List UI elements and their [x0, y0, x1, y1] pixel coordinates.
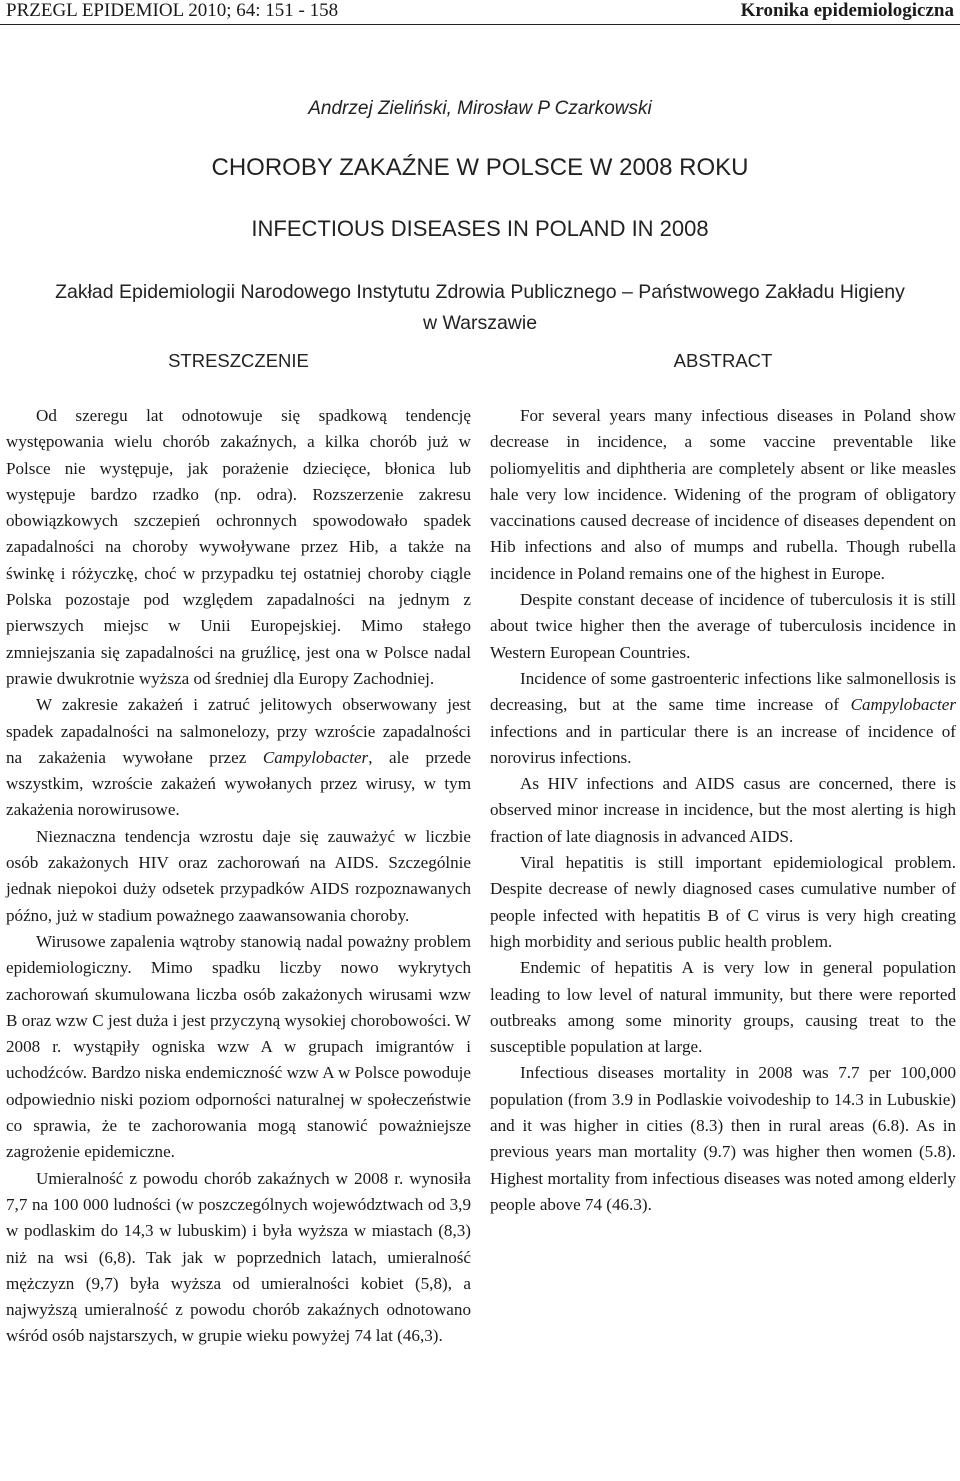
authors: Andrzej Zieliński, Mirosław P Czarkowski	[308, 98, 652, 119]
affiliation-line-2: w Warszawie	[422, 312, 538, 334]
running-header	[0, 0, 960, 25]
streszczenie-paragraph: Wirusowe zapalenia wątroby stanowią nadal poważny problem epidemiologiczny. Mimo spadku liczby nowo wykrytych zachorowań skumulowana liczba osób zakażonych wirusami wzw B oraz wzw C jest duża i jest przyczyną wysokiej chorobowości. W 2008 r. wystąpiły ogniska wzw A w grupach imigrantów i uchodźców. Bardzo niska endemiczność wzw A w Polsce powoduje odpowiednio niski poziom odporności naturalnej w społeczeństwie co sprawia, że te zachorowania mogą stanowić poważniejsze zagrożenie epidemiczne.	[6, 931, 471, 1162]
title-english: INFECTIOUS DISEASES IN POLAND IN 2008	[251, 216, 709, 241]
section-name: Kronika epidemiologiczna	[740, 0, 954, 21]
abstract-paragraph: Despite constant decease of incidence of tuberculosis it is still about twice higher then the average of tuberculosis incidence in Western European Countries.	[490, 590, 956, 662]
abstract-heading: ABSTRACT	[673, 350, 773, 371]
genus-name: Campylobacter	[850, 695, 956, 715]
abstract-paragraph: As HIV infections and AIDS casus are concerned, there is observed minor increase in incidence, but the most alerting is high fraction of late diagnosis in advanced AIDS.	[490, 774, 956, 846]
streszczenie-paragraph: Nieznaczna tendencja wzrostu daje się zauważyć w liczbie osób zakażonych HIV oraz zachorowań na AIDS. Szczególnie jednak niepokoi duży odsetek przypadków AIDS rozpoznawanych późno, już w stadium poważnego zaawansowania choroby.	[6, 826, 471, 925]
abstract-body	[490, 403, 956, 1218]
abstract-paragraph: For several years many infectious diseases in Poland show decrease in incidence, a some vaccine preventable like poliomyelitis and diphtheria are completely absent or like measles hale very low incidence. Widening of the program of obligatory vaccinations caused decrease of incidence of diseases dependent on Hib infections and also of mumps and rubella. Though rubella incidence in Poland remains one of the highest in Europe.	[490, 406, 956, 583]
abstract-paragraph: Incidence of some gastroenteric infections like salmonellosis is decreasing, but at the same time increase of Campylobacter infections and in particular there is an increase of incidence of norovirus infections.	[490, 668, 956, 767]
affiliation	[0, 277, 960, 339]
abstract-paragraph: Endemic of hepatitis A is very low in general population leading to low level of natural immunity, but there were reported outbreaks among some minority groups, causing treat to the susceptible population at large.	[490, 958, 956, 1057]
streszczenie-body	[6, 403, 471, 1350]
streszczenie-paragraph: Umieralność z powodu chorób zakaźnych w 2008 r. wynosiła 7,7 na 100 000 ludności (w poszczególnych województwach od 3,9 w podlaskim do 14,3 w lubuskim) i była wyższa w miastach (8,3) niż na wsi (6,8). Tak jak w poprzednich latach, umieralność mężczyzn (9,7) była wyższa od umieralności kobiet (5,8), a najwyższą umieralność z powodu chorób zakaźnych odnotowano wśród osób najstarszych, w grupie wieku powyżej 74 lat (46,3).	[6, 1168, 471, 1346]
affiliation-line-1: Zakład Epidemiologii Narodowego Instytutu Zdrowia Publicznego – Państwowego Zakładu Higieny	[55, 281, 905, 303]
streszczenie-heading: STRESZCZENIE	[168, 350, 309, 371]
journal-citation: PRZEGL EPIDEMIOL 2010; 64: 151 - 158	[6, 0, 339, 21]
genus-name: Campylobacter	[262, 747, 369, 767]
abstract-paragraph: Viral hepatitis is still important epidemiological problem. Despite decrease of newly diagnosed cases cumulative number of people infected with hepatitis B of C virus is very high creating high morbidity and serious public health problem.	[490, 853, 956, 951]
streszczenie-paragraph: W zakresie zakażeń i zatruć jelitowych obserwowany jest spadek zapadalności na salmonelozy, przy wzroście zapadalności na zakażenia wywołane przez Campylobacter, ale przede wszystkim, wzroście zakażeń wywołanych przez wirusy, w tym zakażenia norowirusowe.	[6, 695, 471, 820]
title-polish: CHOROBY ZAKAŹNE W POLSCE W 2008 ROKU	[211, 154, 749, 181]
abstract-paragraph: Infectious diseases mortality in 2008 was 7.7 per 100,000 population (from 3.9 in Podlaskie voivodeship to 14.3 in Lubuskie) and it was higher in cities (8.3) then in rural areas (6.8). As in previous years man mortality (9.7) was higher then women (5.8). Highest mortality from infectious diseases was noted among elderly people above 74 (46.3).	[490, 1063, 956, 1214]
streszczenie-paragraph: Od szeregu lat odnotowuje się spadkową tendencję występowania wielu chorób zakaźnych, a kilka chorób już w Polsce nie występuje, jak porażenie dziecięce, błonica lub występuje bardzo rzadko (np. odra). Rozszerzenie zakresu obowiązkowych szczepień ochronnych spowodowało spadek zapadalności na choroby wywoływane przez Hib, a także na świnkę i różyczkę, choć w przypadku tej ostatniej choroby ciągle Polska pozostaje pod względem zapadalności na jednym z pierwszych miejsc w Unii Europejskiej. Mimo stałego zmniejszania się zapadalności na gruźlicę, jest ona w Polsce nadal prawie dwukrotnie wyższa od średniej dla Europy Zachodniej.	[6, 406, 471, 688]
